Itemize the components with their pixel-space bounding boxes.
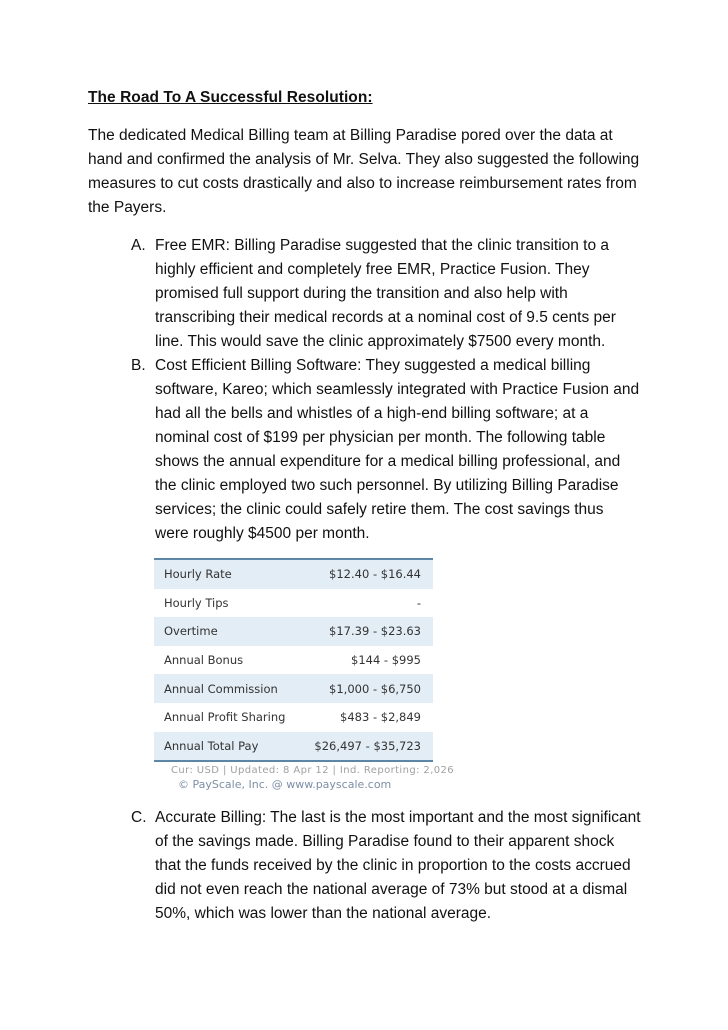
table-row (154, 560, 433, 589)
row-value: $1,000 - $6,750 (329, 681, 421, 696)
table-row (154, 617, 433, 646)
row-value: $144 - $995 (351, 653, 421, 668)
row-label: Overtime (164, 624, 218, 639)
payscale-table (154, 558, 433, 762)
list-item-text: Free EMR: Billing Paradise suggested that the clinic transition to a highly efficient and completely free EMR, Practice Fusion. They promised full support during the transition and also help with transcribing their medical records at a nominal cost of 9.5 cents per line. This would save the clinic approximately $7500 every month. (155, 237, 616, 350)
row-value: $483 - $2,849 (340, 710, 421, 725)
row-label: Annual Profit Sharing (164, 710, 286, 725)
measures-list (131, 234, 641, 546)
measures-list-continued (131, 806, 641, 926)
list-item (131, 806, 641, 926)
list-item-text: Cost Efficient Billing Software: They suggested a medical billing software, Kareo; which seamlessly integrated with Practice Fusion and had all the bells and whistles of a high-end billing software; at a nominal cost of $199 per physician per month. The following table shows the annual expenditure for a medical billing professional, and the clinic employed two such personnel. By utilizing Billing Paradise services; the clinic could safely retire them. The cost savings thus were roughly $4500 per month. (155, 357, 640, 542)
row-label: Hourly Rate (164, 567, 232, 582)
row-label: Hourly Tips (164, 595, 229, 610)
list-item (131, 354, 641, 546)
table-row (154, 703, 433, 732)
table-row (154, 646, 433, 675)
list-item-text: Accurate Billing: The last is the most important and the most significant of the savings made. Billing Paradise found to their apparent shock that the funds received by the clinic in proportion to the costs accrued did not even reach the national average of 73% but stood at a dismal 50%, which was lower than the national average. (155, 809, 641, 922)
list-marker: B. (131, 357, 146, 374)
table-row (154, 589, 433, 618)
row-label: Annual Bonus (164, 653, 244, 668)
table-row (154, 732, 433, 761)
row-label: Annual Commission (164, 681, 278, 696)
row-value: $26,497 - $35,723 (314, 738, 421, 753)
table-footnote: Cur: USD | Updated: 8 Apr 12 | Ind. Reporting: 2,026 (171, 765, 455, 776)
list-item (131, 234, 641, 354)
section-heading: The Road To A Successful Resolution: (88, 89, 373, 106)
intro-paragraph: The dedicated Medical Billing team at Billing Paradise pored over the data at hand and confirmed the analysis of Mr. Selva. They also suggested the following measures to cut costs drastically and also to increase reimbursement rates from the Payers. (88, 127, 640, 216)
payscale-copyright: © PayScale, Inc. @ www.payscale.com (178, 778, 392, 791)
list-marker: A. (131, 237, 146, 254)
table-row (154, 674, 433, 703)
list-marker: C. (131, 809, 147, 826)
row-value: - (416, 595, 421, 610)
row-value: $12.40 - $16.44 (329, 567, 421, 582)
row-value: $17.39 - $23.63 (329, 624, 421, 639)
row-label: Annual Total Pay (164, 738, 259, 753)
